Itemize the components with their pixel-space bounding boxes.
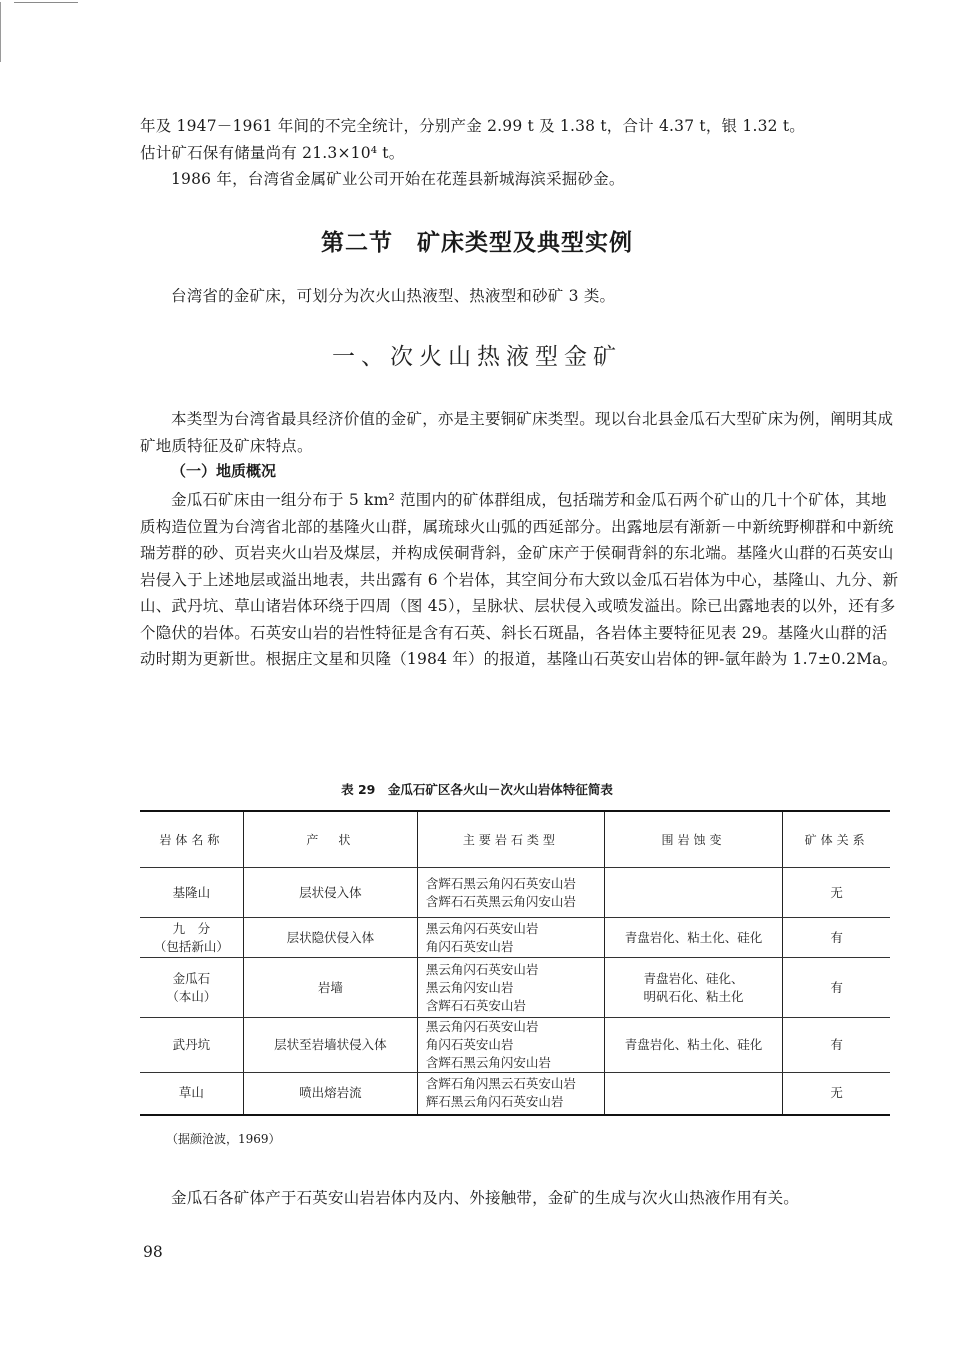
table-row bbox=[140, 958, 890, 1018]
paragraph-geology: 金瓜石矿床由一组分布于 5 km² 范围内的矿体群组成，包括瑞芳和金瓜石两个矿山的几十个矿体，其地质构造位置为台湾省北部的基隆火山群，属琉球火山弧的西延部分。出露地层有渐新－中新统野柳群和中新统瑞芳群的砂、页岩夹火山岩及煤层，并构成侯硐背斜，金矿床产于侯硐背斜的东北端。基隆火山群的石英安山岩侵入于上述地层或溢出地表，共出露有 6 个岩体，其空间分布大致以金瓜石岩体为中心，基隆山、九分、新山、武丹坑、草山诸岩体环绕于四周（图 45），呈脉状、层状侵入或喷发溢出。除已出露地表的以外，还有多个隐伏的岩体。石英安山岩的岩性特征是含有石英、斜长石斑晶，各岩体主要特征见表 29。基隆火山群的活动时期为更新世。根据庄文星和贝隆（1984 年）的报道，基隆山石英安山岩体的钾-氩年龄为 1.7±0.2Ma。 bbox=[140, 491, 899, 668]
alteration-cell bbox=[604, 868, 782, 918]
alteration-cell bbox=[604, 958, 782, 1018]
alteration-cell bbox=[604, 1018, 782, 1073]
occurrence-cell: 层状隐伏侵入体 bbox=[243, 918, 417, 958]
rock-types-cell bbox=[417, 1018, 604, 1073]
cell-text: 青盘岩化、硅化、 bbox=[643, 970, 744, 986]
scan-artifact-edge bbox=[0, 2, 1, 62]
occurrence-cell: 层状至岩墙状侵入体 bbox=[243, 1018, 417, 1073]
cell-text: 含辉石黑云角闪安山岩 bbox=[425, 1055, 551, 1070]
cell-text: 含辉石黑云角闪石英安山岩 bbox=[425, 875, 576, 891]
paragraph-type-intro: 本类型为台湾省最具经济价值的金矿，亦是主要铜矿床类型。现以台北县金瓜石大型矿床为例，阐明其成矿地质特征及矿床特点。 bbox=[140, 410, 894, 455]
paragraph-1986: 1986 年，台湾省金属矿业公司开始在花莲县新城海滨采掘砂金。 bbox=[171, 170, 625, 188]
cell-text: 含辉石石英安山岩 bbox=[425, 997, 526, 1013]
column-header: 产 状 bbox=[243, 811, 417, 868]
cell-text: 黑云角闪石英安山岩 bbox=[425, 961, 539, 977]
rock-types-cell bbox=[417, 958, 604, 1018]
occurrence-cell: 岩墙 bbox=[243, 958, 417, 1018]
cell-text: 明矾石化、粘土化 bbox=[643, 988, 744, 1004]
rock-name-cell bbox=[140, 1073, 243, 1115]
cell-text: （包括新山） bbox=[153, 938, 229, 954]
cell-text: 角闪石英安山岩 bbox=[425, 938, 514, 954]
column-header: 主要岩石类型 bbox=[417, 811, 604, 868]
table-row bbox=[140, 1018, 890, 1073]
paragraph-deposit-types: 台湾省的金矿床，可划分为次火山热液型、热液型和砂矿 3 类。 bbox=[171, 287, 616, 305]
rock-name-cell bbox=[140, 918, 243, 958]
cell-text: 青盘岩化、粘土化、硅化 bbox=[624, 929, 763, 945]
relation-cell: 无 bbox=[783, 868, 890, 918]
cell-text: 基隆山 bbox=[172, 884, 211, 900]
paragraph-production-stats bbox=[140, 113, 900, 166]
paragraph-line: 年及 1947－1961 年间的不完全统计，分别产金 2.99 t 及 1.38 t，合计 4.37 t，银 1.32 t。 bbox=[140, 117, 805, 135]
cell-text: （本山） bbox=[166, 988, 217, 1004]
cell-text: 青盘岩化、粘土化、硅化 bbox=[624, 1037, 763, 1052]
rock-name-cell bbox=[140, 958, 243, 1018]
cell-text: 辉石黑云角闪石英安山岩 bbox=[425, 1094, 564, 1110]
occurrence-cell: 喷出熔岩流 bbox=[243, 1073, 417, 1115]
alteration-cell bbox=[604, 918, 782, 958]
column-header: 围岩蚀变 bbox=[604, 811, 782, 868]
section-title: 第二节 矿床类型及典型实例 bbox=[321, 230, 633, 256]
cell-text: 黑云角闪石英安山岩 bbox=[425, 1019, 539, 1034]
cell-text: 角闪石英安山岩 bbox=[425, 1037, 514, 1052]
rock-name-cell bbox=[140, 1018, 243, 1073]
cell-text: 草山 bbox=[178, 1085, 204, 1101]
rock-name-cell bbox=[140, 868, 243, 918]
table-source-note: （据颜沧波，1969） bbox=[166, 1132, 281, 1146]
table-row bbox=[140, 918, 890, 958]
column-header: 矿体关系 bbox=[783, 811, 890, 868]
occurrence-cell: 层状侵入体 bbox=[243, 868, 417, 918]
cell-text: 金瓜石 bbox=[172, 970, 211, 986]
cell-text: 黑云角闪安山岩 bbox=[425, 979, 514, 995]
alteration-cell bbox=[604, 1073, 782, 1115]
table-row bbox=[140, 868, 890, 918]
relation-cell: 有 bbox=[783, 958, 890, 1018]
paragraph-ore-bodies: 金瓜石各矿体产于石英安山岩岩体内及内、外接触带，金矿的生成与次火山热液作用有关。 bbox=[171, 1189, 800, 1207]
table-header-row bbox=[140, 811, 890, 868]
table-caption: 表 29 金瓜石矿区各火山－次火山岩体特征简表 bbox=[341, 782, 613, 797]
rock-body-table bbox=[140, 810, 890, 1116]
rock-types-cell bbox=[417, 868, 604, 918]
scan-artifact-line bbox=[14, 2, 78, 3]
column-header: 岩体名称 bbox=[140, 811, 243, 868]
page-number: 98 bbox=[143, 1243, 163, 1261]
relation-cell: 有 bbox=[783, 1018, 890, 1073]
cell-text: 武丹坑 bbox=[172, 1037, 211, 1052]
subsection-title: 一、次火山热液型金矿 bbox=[332, 344, 622, 370]
rock-types-cell bbox=[417, 918, 604, 958]
paragraph-line: 估计矿石保有储量尚有 21.3×10⁴ t。 bbox=[140, 143, 405, 162]
subsubsection-title: （一）地质概况 bbox=[171, 462, 277, 480]
cell-text: 含辉石角闪黑云石英安山岩 bbox=[425, 1076, 576, 1092]
cell-text: 九 分 bbox=[172, 920, 211, 936]
cell-text: 含辉石石英黑云角闪安山岩 bbox=[425, 893, 576, 909]
rock-types-cell bbox=[417, 1073, 604, 1115]
cell-text: 黑云角闪石英安山岩 bbox=[425, 920, 539, 936]
table-row bbox=[140, 1073, 890, 1115]
relation-cell: 无 bbox=[783, 1073, 890, 1115]
relation-cell: 有 bbox=[783, 918, 890, 958]
